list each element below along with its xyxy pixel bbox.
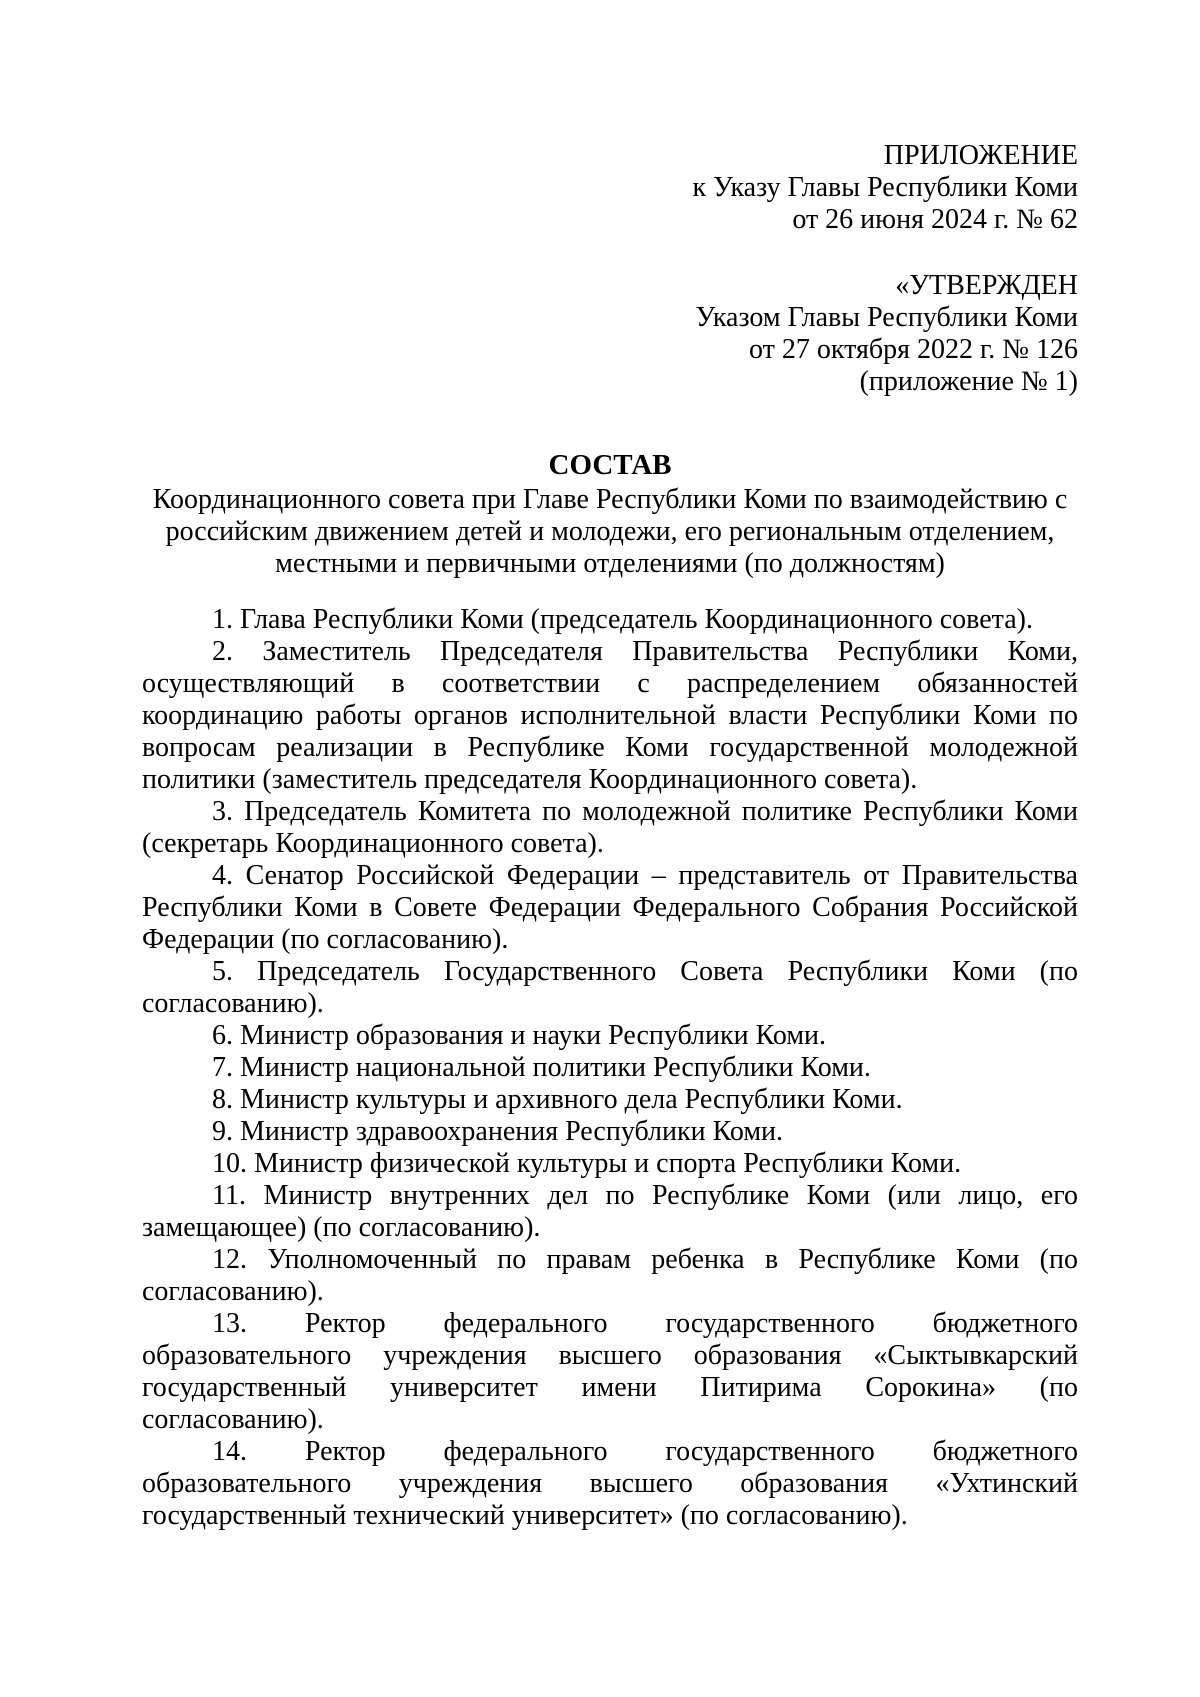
list-item: 6. Министр образования и науки Республики Коми. (212, 1020, 827, 1051)
appendix-label: ПРИЛОЖЕНИЕ (883, 140, 1078, 171)
document-title: СОСТАВ (548, 449, 672, 481)
list-item: 10. Министр физической культуры и спорта Республики Коми. (212, 1148, 962, 1179)
list-item: 5. Председатель Государственного Совета Республики Коми (по согласованию). (142, 956, 1078, 1019)
approved-decree-ref: Указом Главы Республики Коми (695, 302, 1078, 333)
list-item: 7. Министр национальной политики Республики Коми. (212, 1052, 871, 1083)
document-page (142, 140, 1078, 1532)
approved-header (142, 270, 1078, 398)
approved-appendix-number: (приложение № 1) (859, 366, 1078, 397)
list-item: 12. Уполномоченный по правам ребенка в Республике Коми (по согласованию). (142, 1244, 1078, 1307)
list-item: 11. Министр внутренних дел по Республике Коми (или лицо, его замещающее) (по согласованию). (142, 1180, 1078, 1243)
list-item: 13. Ректор федерального государственного бюджетного образовательного учреждения высшего образования «Сыктывкарский государственный университет имени Питирима Сорокина» (по согласованию). (142, 1308, 1078, 1435)
list-item: 14. Ректор федерального государственного бюджетного образовательного учреждения высшего образования «Ухтинский государственный технический университет» (по согласованию). (142, 1436, 1078, 1531)
appendix-decree-ref: к Указу Главы Республики Коми (692, 172, 1078, 203)
members-list (142, 604, 1078, 1532)
appendix-header (142, 140, 1078, 236)
list-item: 4. Сенатор Российской Федерации – представитель от Правительства Республики Коми в Совете Федерации Федерального Собрания Российской Федерации (по согласованию). (142, 860, 1078, 955)
appendix-decree-date: от 26 июня 2024 г. № 62 (792, 204, 1078, 235)
document-subtitle: Координационного совета при Главе Республики Коми по взаимодействию с российским движением детей и молодежи, его региональным отделением, местными и первичными отделениями (по должностям) (152, 484, 1068, 579)
list-item: 2. Заместитель Председателя Правительства Республики Коми, осуществляющий в соответствии с распределением обязанностей координацию работы органов исполнительной власти Республики Коми по вопросам реализации в Республике Коми государственной молодежной политики (заместитель председателя Координационного совета). (142, 636, 1078, 795)
list-item: 9. Министр здравоохранения Республики Коми. (212, 1116, 784, 1147)
list-item: 8. Министр культуры и архивного дела Республики Коми. (212, 1084, 903, 1115)
approved-decree-date: от 27 октября 2022 г. № 126 (748, 334, 1078, 365)
list-item: 3. Председатель Комитета по молодежной политике Республики Коми (секретарь Координационного совета). (142, 796, 1078, 859)
approved-label: «УТВЕРЖДЕН (895, 270, 1078, 301)
list-item: 1. Глава Республики Коми (председатель Координационного совета). (212, 604, 1033, 635)
